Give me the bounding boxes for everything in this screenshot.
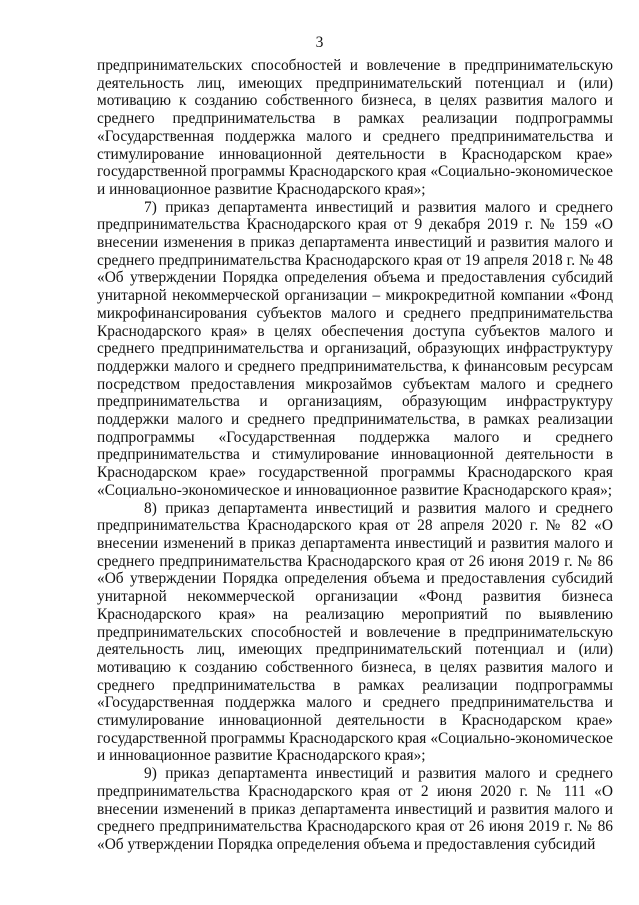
page-number: 3 bbox=[315, 34, 324, 51]
paragraph-continuation: предпринимательских способностей и вовлечение в предпринимательскую деятельность лиц, имеющих предпринимательский потенциал и (или) мотивацию к созданию собственного бизнеса, в целях развития малого и среднего предпринимательства в рамках реализации подпрограммы «Государственная поддержка малого и среднего предпринимательства и стимулирование инновационной деятельности в Краснодарском крае» государственной программы Краснодарского края «Социально-экономическое и инновационное развитие Краснодарского края»; bbox=[97, 57, 613, 198]
paragraph-item-7: 7) приказ департамента инвестиций и развития малого и среднего предпринимательства Краснодарского края от 9 декабря 2019 г. № 159 «О внесении изменения в приказ департамента инвестиций и развития малого и среднего предпринимательства Краснодарского края от 19 апреля 2018 г. № 48 «Об утверждении Порядка определения объема и предоставления субсидий унитарной некоммерческой организации – микрокредитной компании «Фонд микрофинансирования субъектов малого и среднего предпринимательства Краснодарского края» в целях обеспечения доступа субъектов малого и среднего предпринимательства и организаций, образующих инфраструктуру поддержки малого и среднего предпринимательства, к финансовым ресурсам посредством предоставления микрозаймов субъектам малого и среднего предпринимательства и организациям, образующим инфраструктуру поддержки малого и среднего предпринимательства, в рамках реализации подпрограммы «Государственная поддержка малого и среднего предпринимательства и стимулирование инновационной деятельности в Краснодарском крае» государственной программы Краснодарского края «Социально-экономическое и инновационное развитие Краснодарского края»; bbox=[97, 198, 613, 499]
paragraph-item-9: 9) приказ департамента инвестиций и развития малого и среднего предпринимательства Краснодарского края от 2 июня 2020 г. № 111 «О внесении изменений в приказ департамента инвестиций и развития малого и среднего предпринимательства Краснодарского края от 26 июня 2019 г. № 86 «Об утверждении Порядка определения объема и предоставления субсидий bbox=[97, 765, 613, 853]
document-body bbox=[97, 57, 613, 854]
paragraph-item-8: 8) приказ департамента инвестиций и развития малого и среднего предпринимательства Краснодарского края от 28 апреля 2020 г. № 82 «О внесении изменений в приказ департамента инвестиций и развития малого и среднего предпринимательства Краснодарского края от 26 июня 2019 г. № 86 «Об утверждении Порядка определения объема и предоставления субсидий унитарной некоммерческой организации «Фонд развития бизнеса Краснодарского края» на реализацию мероприятий по выявлению предпринимательских способностей и вовлечение в предпринимательскую деятельность лиц, имеющих предпринимательский потенциал и (или) мотивацию к созданию собственного бизнеса, в целях развития малого и среднего предпринимательства в рамках реализации подпрограммы «Государственная поддержка малого и среднего предпринимательства и стимулирование инновационной деятельности в Краснодарском крае» государственной программы Краснодарского края «Социально-экономическое и инновационное развитие Краснодарского края»; bbox=[97, 499, 613, 765]
